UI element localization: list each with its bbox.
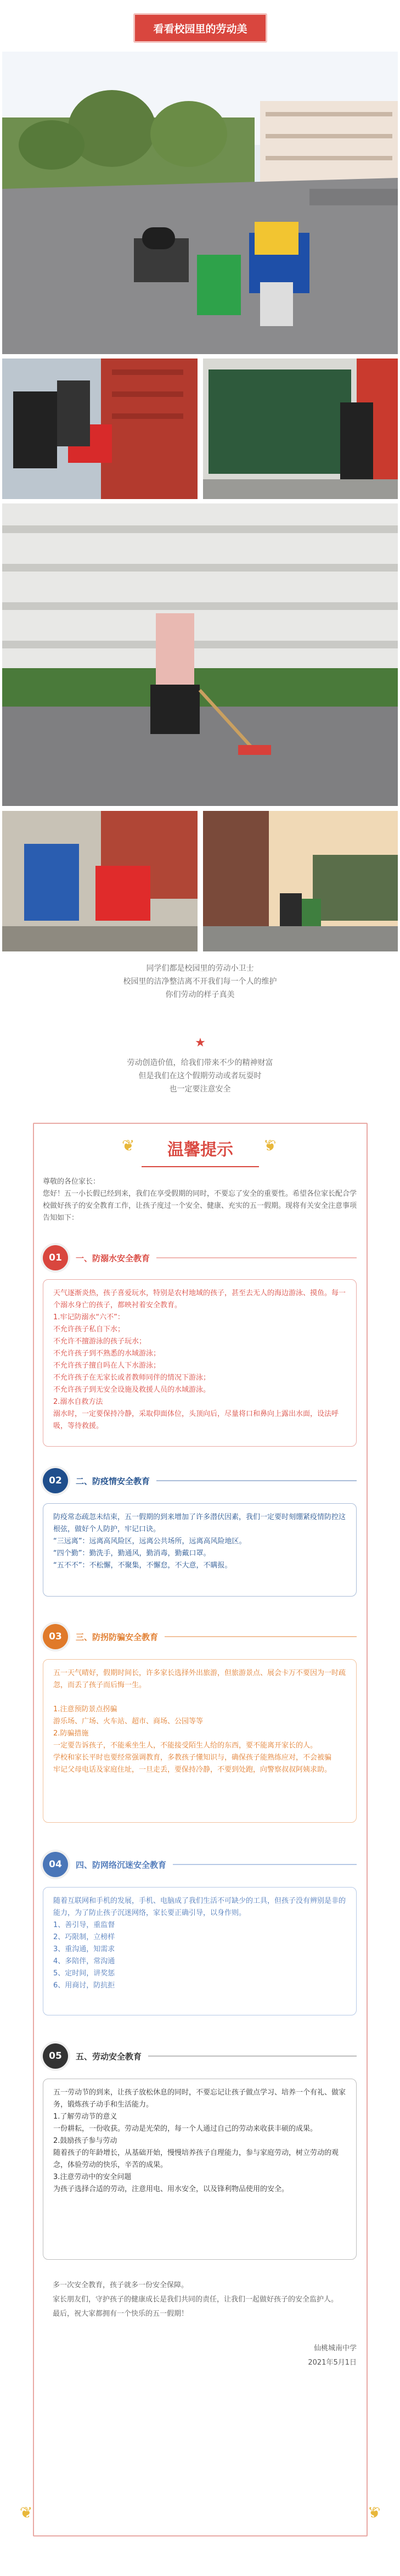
tips-intro [43, 1176, 358, 1224]
section-1-line: 不允许孩子到无安全设施及救援人员的水域游泳。 [53, 1386, 211, 1394]
section-1-header [43, 1245, 357, 1270]
section-4-rule [173, 1864, 357, 1865]
section-1-line: 溺水时，一定要保持冷静，采取仰面体位，头顶向后，尽量将口和鼻向上露出水面，设法呼吸，等待救援。 [53, 1410, 339, 1430]
letter-date: 2021年5月1日 [308, 2359, 357, 2367]
section-3-line: 2.防骗措施 [53, 1729, 89, 1738]
page-title-banner: 看看校园里的劳动美 [133, 13, 267, 43]
photo-boy-with-red-bucket [2, 811, 198, 951]
section-1-line: 天气逐渐炎热，孩子喜爱玩水，特别是农村地域的孩子，甚至去无人的海边游泳、摸鱼。每一个溺水身亡的孩子，都映衬着安全教育。 [53, 1289, 346, 1309]
caption-line-1: 同学们都是校园里的劳动小卫士 [146, 964, 254, 973]
section-1-line: 1.牢记防溺水“六不”： [53, 1313, 125, 1321]
section-4-line: 6、用商讨，防抗拒 [53, 1981, 115, 1990]
section-3-line: 1.注意预防景点拐骗 [53, 1705, 117, 1713]
section-3-line [53, 1692, 346, 1704]
section-4-title: 四、防网络沉迷安全教育 [76, 1860, 167, 1870]
section-4-line: 3、重沟通，知需求 [53, 1945, 115, 1953]
wheat-bottom-left-icon: ❦ [20, 2504, 33, 2522]
closing-block [53, 2278, 360, 2321]
closing-line-3: 最后，祝大家都拥有一个快乐的五一假期！ [53, 2310, 189, 2318]
wheat-bottom-right-icon: ❦ [368, 2504, 381, 2522]
section-3-badge: 03 [43, 1624, 68, 1649]
section-2-badge: 02 [43, 1468, 68, 1493]
wheat-right-icon: ❦ [263, 1136, 277, 1155]
section-5-line: 2.鼓励孩子参与劳动 [53, 2137, 117, 2145]
section-3-line: 一定要告诉孩子，不能乘坐生人，不能接受陌生人给的东西，要不能离开家长的人。 [53, 1741, 318, 1750]
photo-students-with-bucket [2, 359, 198, 499]
section-4-badge: 04 [43, 1852, 68, 1877]
star-icon: ★ [195, 1036, 206, 1050]
section-2-line: “三远离”：远离高风险区，远离公共场所，远离高风险地区。 [53, 1537, 246, 1545]
section-2-line: 防疫常态疏忽未结束，五一假期的到来增加了许多潜伏因素，我们一定要时刻绷紧疫情防控这根弦，做好个人防护，牢记口诀。 [53, 1513, 346, 1533]
signature-block [247, 2342, 357, 2370]
school-name: 仙桃城南中学 [313, 2344, 357, 2353]
section-2-line: “五不不”：不松懈，不聚集，不懈怠，不大意，不瞒报。 [53, 1561, 232, 1570]
section-5-title: 五、劳动安全教育 [76, 2051, 142, 2062]
photo-students-at-dusk [203, 811, 398, 951]
caption-line-6: 也一定要注意安全 [169, 1085, 231, 1094]
section-3-line: 学校和家长平时也要经常强调教育，多教孩子懂知识与，确保孩子能熟练应对，不会被骗 [53, 1754, 332, 1762]
photo-students-cleaning-road [2, 52, 398, 354]
section-1-line: 不允许孩子私自下水； [53, 1325, 125, 1334]
caption-line-5: 但是我们在这个假期劳动或者玩耍时 [138, 1072, 262, 1080]
section-2-header [43, 1468, 357, 1493]
section-5-header [43, 2043, 357, 2069]
section-5-line: 3.注意劳动中的安全问题 [53, 2173, 132, 2181]
section-3-rule [165, 1636, 357, 1637]
tips-greeting: 尊敬的各位家长： [43, 1178, 100, 1186]
closing-line-1: 多一次安全教育，孩子就多一份安全保障。 [53, 2281, 189, 2289]
section-4-line: 2、巧限制，立榜样 [53, 1933, 115, 1941]
section-4-line: 随着互联网和手机的发展，手机、电脑成了我们生活不可缺少的工具，但孩子没有辨别是非的能力，为了防止孩子沉迷网络，家长要正确引导，以身作则。 [53, 1897, 346, 1917]
section-4-line: 4、多陪伴，常沟通 [53, 1957, 115, 1965]
section-1-line: 2.溺水自救方法 [53, 1398, 103, 1406]
section-2-line: “四个勤”：勤洗手，勤通风，勤消毒，勤戴口罩。 [53, 1549, 211, 1558]
section-1-line: 不允许孩子到不熟悉的水域游泳； [53, 1349, 161, 1358]
section-1-line: 不允许孩子擅自吗在人下水游泳； [53, 1362, 161, 1370]
section-4-header [43, 1852, 357, 1877]
closing-line-2: 家长朋友们，守护孩子的健康成长是我们共同的责任，让我们一起做好孩子的安全监护人。 [53, 2295, 339, 2304]
section-1-line: 不允许孩子在无家长或者教师同伴的情况下游泳； [53, 1374, 211, 1382]
section-3-line: 五一天气晴好，假期时间长，许多家长选择外出旅游，但旅游景点、展会卡万不要因为一时疏忽，而丢了孩子而后悔一生。 [53, 1669, 346, 1689]
photo-girl-sweeping [2, 503, 398, 806]
section-5-line: 五一劳动节的到来，让孩子放松休息的同时，不要忘记让孩子做点学习、培养一个有礼、做家务，锻炼孩子动手和生活能力。 [53, 2088, 346, 2109]
section-5-line: 为孩子选择合适的劳动，注意用电、用水安全，以及锋利物品使用的安全。 [53, 2185, 289, 2193]
section-5-box [43, 2079, 357, 2260]
section-4-line: 5、定时间，讲奖惩 [53, 1969, 115, 1978]
section-1-badge: 01 [43, 1245, 68, 1270]
section-3-header [43, 1624, 357, 1649]
section-3-title: 三、防拐防骗安全教育 [76, 1632, 159, 1642]
section-2-box [43, 1503, 357, 1597]
caption-line-3: 你们劳动的样子真美 [165, 990, 235, 999]
section-3-box [43, 1659, 357, 1823]
section-5-line: 随着孩子的年龄增长，从基础开始，慢慢培养孩子自理能力，参与家庭劳动，树立劳动的观念，体验劳动的快乐，辛苦的成果。 [53, 2149, 339, 2169]
tips-intro-body: 您好！五一小长假已经到来，我们在享受假期的同时，不要忘了安全的重要性。希望各位家长配合学校做好孩子的安全教育工作，让孩子度过一个安全、健康、充实的五一假期。现将有关安全注意事项告知如下： [43, 1190, 357, 1222]
wheat-left-icon: ❦ [122, 1136, 135, 1155]
section-4-line: 1、善引导，重监督 [53, 1921, 115, 1929]
section-1-line: 不允许不擅游泳的孩子玩水； [53, 1337, 147, 1346]
section-5-line: 一份耕耘，一份收获。劳动是光荣的，每一个人通过自己的劳动来收获丰硕的成果。 [53, 2125, 318, 2133]
section-1-rule [156, 1257, 357, 1258]
section-4-box [43, 1887, 357, 2015]
section-2-title: 二、防疫情安全教育 [76, 1476, 150, 1486]
caption-line-4: 劳动创造价值，给我们带来不少的精神财富 [127, 1059, 273, 1067]
section-3-line: 牢记父母电话及家庭住址，一旦走丢，要保持冷静，不要到处跑，向警察叔叔阿姨求助。 [53, 1766, 332, 1774]
section-1-box [43, 1279, 357, 1447]
section-5-badge: 05 [43, 2043, 68, 2069]
section-2-rule [156, 1480, 357, 1481]
caption-line-2: 校园里的洁净整洁离不开我们每一个人的维护 [123, 977, 277, 986]
section-5-rule [148, 2056, 357, 2057]
section-5-line: 1.了解劳动节的意义 [53, 2113, 117, 2121]
section-1-title: 一、防溺水安全教育 [76, 1253, 150, 1263]
section-3-line: 游乐场、广场、火车站、超市、商场、公园等等 [53, 1717, 204, 1726]
tips-title: 温馨提示 [142, 1134, 259, 1167]
photo-student-cleaning-blackboard [203, 359, 398, 499]
